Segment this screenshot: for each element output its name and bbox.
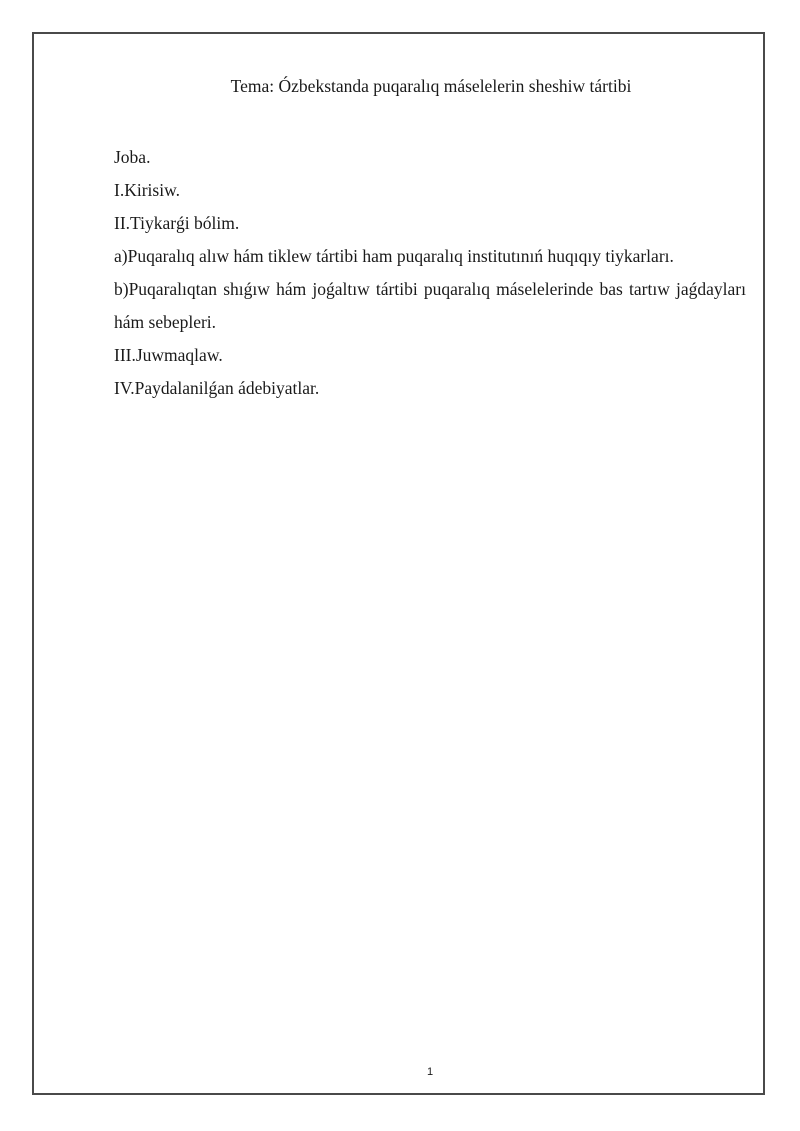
plan-item-conclusion: III.Juwmaqlaw.: [114, 345, 223, 365]
plan-heading: Joba.: [114, 147, 151, 167]
plan-item-subsection-a: a)Puqaralıq alıw hám tiklew tártibi ham puqaralıq institutınıń huqıqıy tiykarları.: [114, 246, 674, 266]
plan-section: [114, 141, 746, 405]
plan-item-main-part: II.Tiykarǵi bólim.: [114, 213, 240, 233]
plan-item-references: IV.Paydalanilǵan ádebiyatlar.: [114, 378, 320, 398]
page-number: 1: [426, 1066, 434, 1078]
plan-item-subsection-b: b)Puqaralıqtan shıǵıw hám joǵaltıw tártibi puqaralıq máselelerinde bas tartıw jaǵdayları hám sebepleri.: [114, 279, 746, 332]
document-title: Tema: Ózbekstanda puqaralıq máselelerin sheshiw tártibi: [230, 76, 632, 96]
plan-item-introduction: I.Kirisiw.: [114, 180, 180, 200]
